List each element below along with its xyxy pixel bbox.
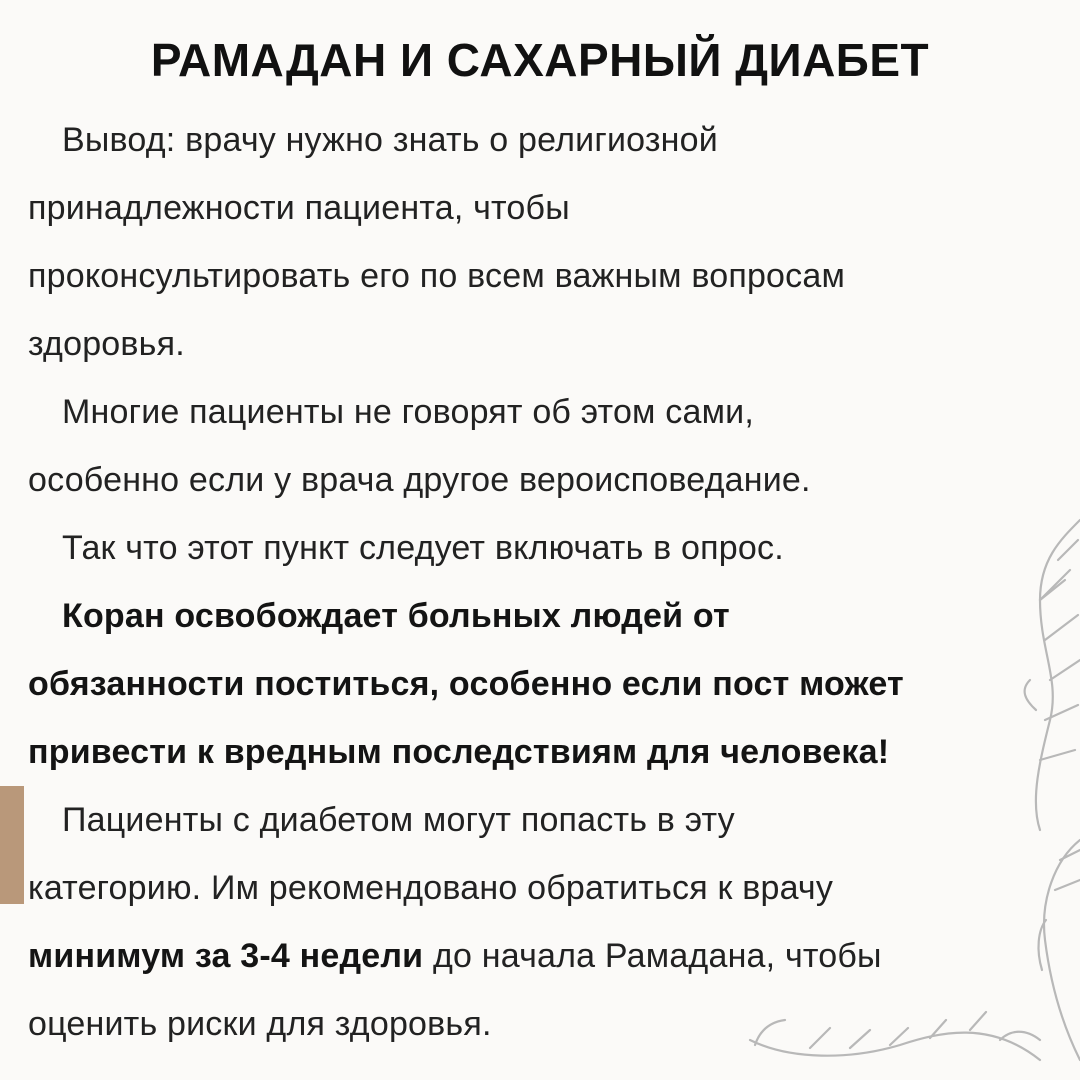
paragraph-4-line-3: привести к вредным последствиям для человека! <box>28 733 890 771</box>
paragraph-1-line-2: принадлежности пациента, чтобы <box>28 189 570 227</box>
paragraph-5-line-3 <box>28 922 1038 990</box>
paragraph-3-line-1: Так что этот пункт следует включать в опрос. <box>62 529 784 567</box>
paragraph-5-line-2: категорию. Им рекомендовано обратиться к врачу <box>28 869 834 907</box>
paragraph-4-line-1: Коран освобождает больных людей от <box>62 597 730 635</box>
highlight-weeks: минимум за 3-4 недели <box>28 937 424 975</box>
paragraph-2-line-1: Многие пациенты не говорят об этом сами, <box>62 393 755 431</box>
paragraph-1-line-1: Вывод: врачу нужно знать о религиозной <box>62 121 718 159</box>
accent-bar <box>0 786 24 904</box>
paragraph-1-line-3: проконсультировать его по всем важным вопросам <box>28 257 846 295</box>
paragraph-1-line-4: здоровья. <box>28 325 185 363</box>
paragraph-5-line-1: Пациенты с диабетом могут попасть в эту <box>62 801 735 839</box>
paragraph-5-line-4: оценить риски для здоровья. <box>28 1005 492 1043</box>
paragraph-5-line-3-rest: до начала Рамадана, чтобы <box>423 937 882 975</box>
body-text <box>28 106 1038 1058</box>
page-title: РАМАДАН И САХАРНЫЙ ДИАБЕТ <box>150 34 930 86</box>
paragraph-4-line-2: обязанности поститься, особенно если пост может <box>28 665 904 703</box>
paragraph-2-line-2: особенно если у врача другое вероисповедание. <box>28 461 811 499</box>
